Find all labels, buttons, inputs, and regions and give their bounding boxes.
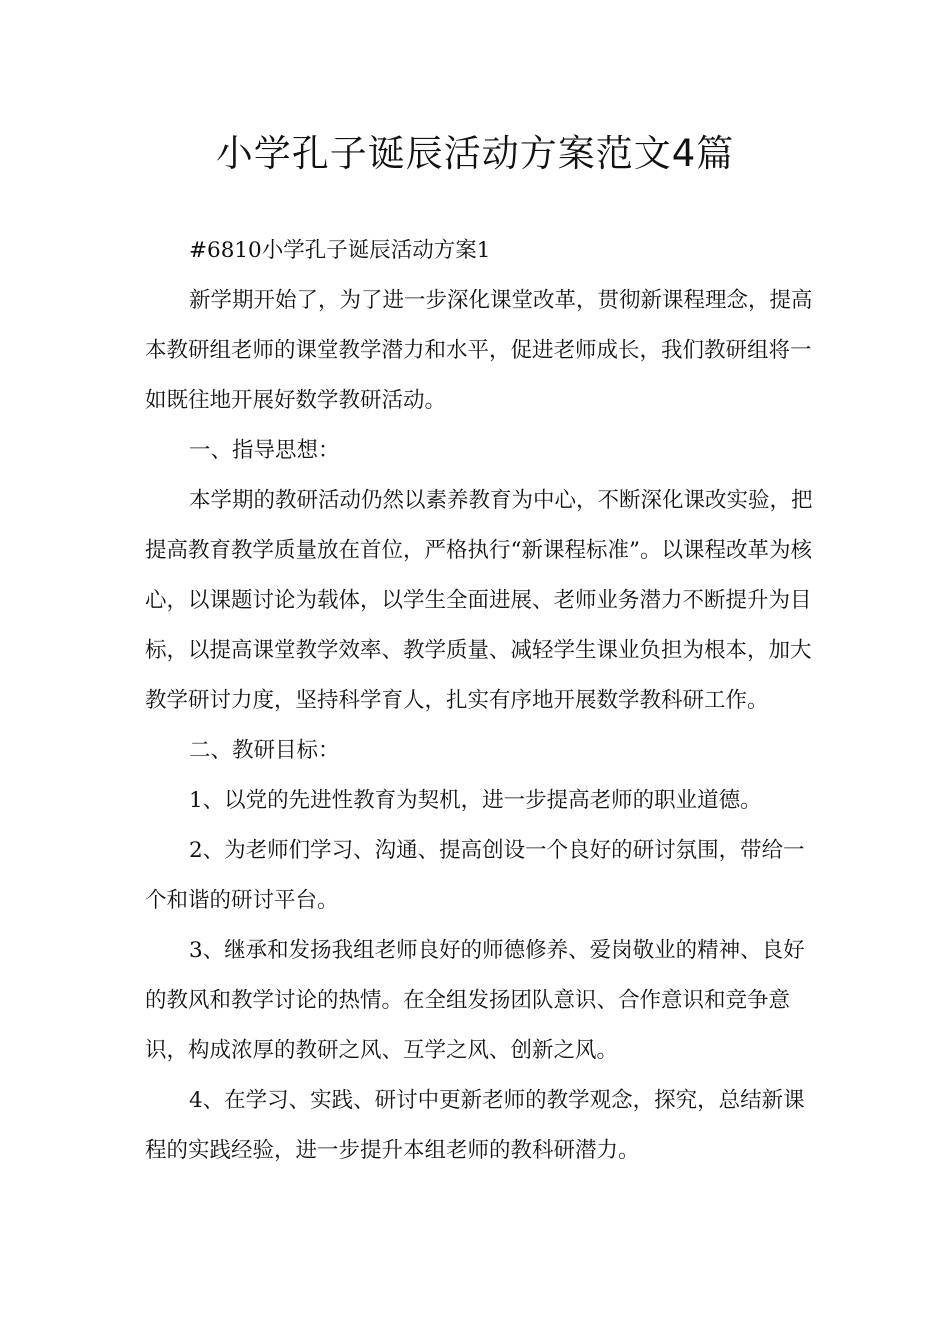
plan-heading: #6810小学孔子诞辰活动方案1 <box>189 238 491 263</box>
document-body <box>145 226 815 1176</box>
goal-item-1: 1、以党的先进性教育为契机，进一步提高老师的职业道德。 <box>189 788 762 813</box>
section-heading-guiding-ideas: 一、指导思想： <box>189 438 340 463</box>
goal-item-2: 2、为老师们学习、沟通、提高创设一个良好的研讨氛围，带给一个和谐的研讨平台。 <box>145 838 805 913</box>
goal-item-4: 4、在学习、实践、研讨中更新老师的教学观念，探究，总结新课程的实践经验，进一步提升本组老师的教科研潜力。 <box>145 1088 805 1163</box>
intro-paragraph: 新学期开始了，为了进一步深化课堂改革，贯彻新课程理念，提高本教研组老师的课堂教学潜力和水平，促进老师成长，我们教研组将一如既往地开展好数学教研活动。 <box>145 288 813 413</box>
section-heading-research-goals: 二、教研目标： <box>189 738 340 763</box>
document-title: 小学孔子诞辰活动方案范文4篇 <box>215 132 735 175</box>
goal-item-3: 3、继承和发扬我组老师良好的师德修养、爱岗敬业的精神、良好的教风和教学讨论的热情。在全组发扬团队意识、合作意识和竞争意识，构成浓厚的教研之风、互学之风、创新之风。 <box>145 938 805 1063</box>
guiding-ideas-paragraph: 本学期的教研活动仍然以素养教育为中心，不断深化课改实验，把提高教育教学质量放在首位，严格执行“新课程标准”。以课程改革为核心，以课题讨论为载体，以学生全面进展、老师业务潜力不断提升为目标，以提高课堂教学效率、教学质量、减轻学生课业负担为根本，加大教学研讨力度，坚持科学育人，扎实有序地开展数学教科研工作。 <box>145 488 813 713</box>
